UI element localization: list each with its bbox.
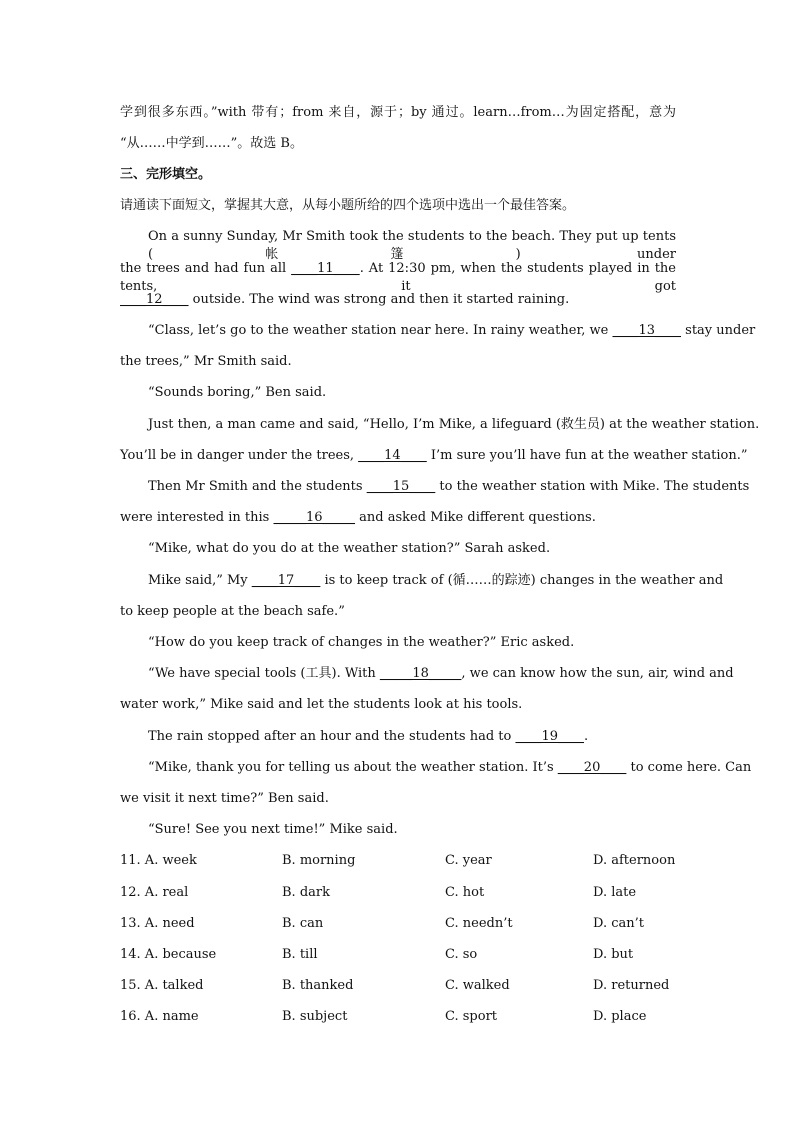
option-14-c: C. so (445, 947, 478, 962)
option-16-a: 16. A. name (120, 1009, 199, 1024)
passage-line: “Mike, thank you for telling us about the weather station. It’s ____20____ to come here. Can (148, 760, 752, 775)
option-12-b: B. dark (282, 885, 330, 900)
option-11-d: D. afternoon (593, 853, 676, 868)
option-11-a: 11. A. week (120, 853, 197, 868)
passage-line: ____12____ outside. The wind was strong and then it started raining. (120, 292, 570, 307)
passage-line: the trees,” Mr Smith said. (120, 354, 292, 369)
passage-line: “Class, let’s go to the weather station near here. In rainy weather, we ____13____ stay under (148, 323, 756, 338)
option-14-d: D. but (593, 947, 634, 962)
blank-18: _____18_____ (379, 666, 462, 681)
passage-line: we visit it next time?” Ben said. (120, 791, 329, 806)
passage-line: On a sunny Sunday, Mr Smith took the students to the beach. They put up tents (帐篷) under (148, 229, 676, 262)
explanation-line-2: “从……中学到……”。故选 B。 (120, 136, 303, 151)
passage-line: Just then, a man came and said, “Hello, I’m Mike, a lifeguard (救生员) at the weather station. (148, 417, 760, 432)
blank-12: ____12____ (120, 292, 189, 307)
option-15-d: D. returned (593, 978, 670, 993)
blank-14: ____14____ (358, 448, 427, 463)
option-13-c: C. needn’t (445, 916, 513, 931)
blank-20: ____20____ (557, 760, 627, 775)
option-15-c: C. walked (445, 978, 510, 993)
passage-line: “Mike, what do you do at the weather station?” Sarah asked. (148, 541, 551, 556)
option-14-a: 14. A. because (120, 947, 217, 962)
option-16-b: B. subject (282, 1009, 348, 1024)
blank-13: ____13____ (612, 323, 682, 338)
blank-19: ____19____ (515, 729, 585, 744)
blank-15: ____15____ (366, 479, 436, 494)
option-16-d: D. place (593, 1009, 647, 1024)
passage-line: “Sounds boring,” Ben said. (148, 385, 327, 400)
option-13-a: 13. A. need (120, 916, 195, 931)
option-12-c: C. hot (445, 885, 485, 900)
option-11-c: C. year (445, 853, 492, 868)
option-14-b: B. till (282, 947, 318, 962)
explanation-line-1: 学到很多东西。”with 带有；from 来自，源于；by 通过。learn…from…为固定搭配，意为 (120, 105, 676, 120)
option-13-b: B. can (282, 916, 324, 931)
option-12-d: D. late (593, 885, 637, 900)
passage-line: “Sure! See you next time!” Mike said. (148, 822, 398, 837)
blank-17: ____17____ (251, 573, 321, 588)
passage-line: The rain stopped after an hour and the students had to ____19____. (148, 729, 589, 744)
section-instruction: 请通读下面短文，掌握其大意，从每小题所给的四个选项中选出一个最佳答案。 (120, 198, 576, 213)
passage-line: “How do you keep track of changes in the weather?” Eric asked. (148, 635, 575, 650)
passage-line: Then Mr Smith and the students ____15____ to the weather station with Mike. The students (148, 479, 750, 494)
passage-line: to keep people at the beach safe.” (120, 604, 345, 619)
option-16-c: C. sport (445, 1009, 498, 1024)
passage-line: Mike said,” My ____17____ is to keep track of (循……的踪迹) changes in the weather and (148, 573, 724, 588)
passage-line: the trees and had fun all ____11____. At 12:30 pm, when the students played in the tents, it got (120, 261, 676, 294)
passage-line: “We have special tools (工具). With _____18_____, we can know how the sun, air, wind and (148, 666, 734, 681)
option-15-a: 15. A. talked (120, 978, 204, 993)
option-12-a: 12. A. real (120, 885, 189, 900)
passage-line: were interested in this _____16_____ and asked Mike different questions. (120, 510, 596, 525)
option-13-d: D. can’t (593, 916, 644, 931)
passage-line: You’ll be in danger under the trees, ____14____ I’m sure you’ll have fun at the weather station.” (120, 448, 748, 463)
section-heading: 三、完形填空。 (120, 167, 212, 182)
passage-line: water work,” Mike said and let the students look at his tools. (120, 697, 523, 712)
blank-16: _____16_____ (273, 510, 356, 525)
blank-11: ____11____ (291, 261, 360, 276)
option-11-b: B. morning (282, 853, 356, 868)
option-15-b: B. thanked (282, 978, 354, 993)
